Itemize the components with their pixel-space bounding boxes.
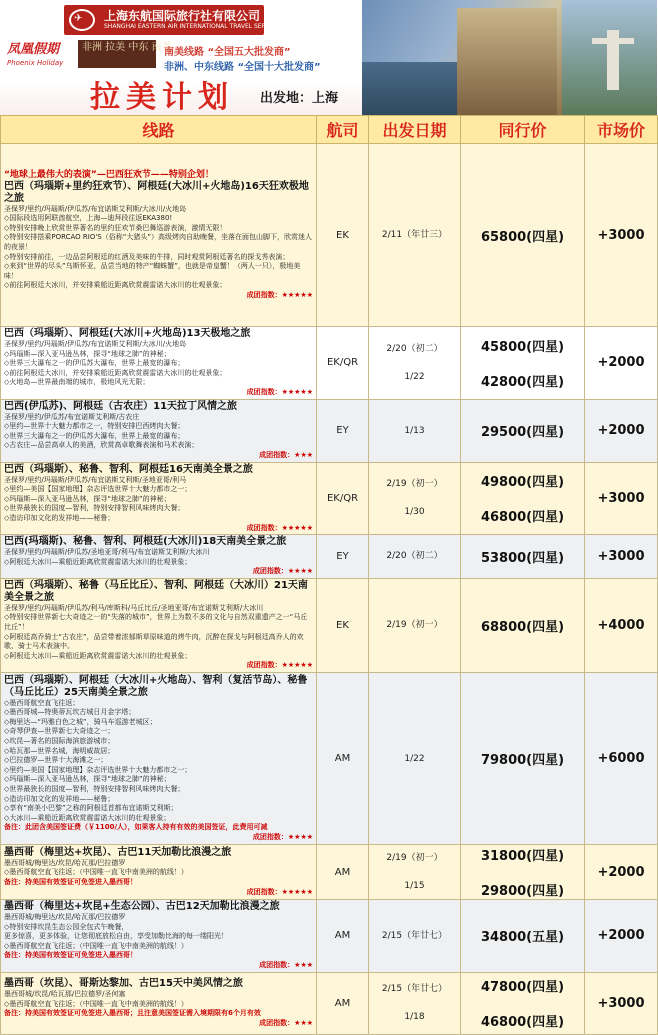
route-cell bbox=[1, 578, 317, 672]
photo-pyramid bbox=[457, 8, 557, 115]
route-title: 巴西（玛瑙斯）、阿根廷（大冰川+火地岛）、智利（复活节岛）、秘鲁（马丘比丘）25天南美全景之旅 bbox=[4, 674, 308, 698]
trade-price: 79800(四星) bbox=[480, 753, 565, 769]
departure-date: 1/15 bbox=[404, 881, 425, 892]
departure-date: 1/22 bbox=[404, 753, 425, 764]
table-row bbox=[1, 845, 658, 900]
market-price: +3000 bbox=[585, 535, 658, 579]
route-detail: ◇前往阿根廷大冰川，并安排乘船近距离欣赏震雷诺大冰川的壮观景象； bbox=[4, 368, 227, 377]
route-detail: ◇阿根廷高乔骑士“古农庄”，品尝带着浓郁斯草原味道的烤牛肉，沉醉在探戈与阿根廷高乔人的欢歌、骑士马术表演中。 bbox=[4, 632, 304, 651]
brand-logo bbox=[7, 38, 73, 70]
route-detail: ◇造访印加文化的发祥地——秘鲁； bbox=[4, 513, 115, 522]
route-note: 备注：持美国有效签证可免签进入墨西哥！ bbox=[4, 951, 137, 960]
company-name-en: SHANGHAI EASTERN AIR INTERNATIONAL TRAVEL SERVICE CO.,LTD bbox=[104, 23, 305, 30]
date-cell bbox=[369, 578, 461, 672]
route-title: 墨西哥（坎昆）、哥斯达黎加、古巴15天中美风情之旅 bbox=[4, 977, 243, 989]
departure-date: 2/11（年廿三） bbox=[381, 230, 448, 240]
route-title: 巴西（玛瑙斯）、秘鲁、智利、阿根廷16天南美全景之旅 bbox=[4, 463, 253, 475]
trade-price: 53800(四星) bbox=[480, 550, 565, 566]
route-detail: 墨西哥城/梅里达/坎昆/哈瓦那/巴拉德罗 bbox=[4, 913, 126, 922]
market-price: +2000 bbox=[585, 327, 658, 400]
table-row bbox=[1, 900, 658, 973]
route-detail: ◇世界最狭长的国度—智利，特别安排智利风味烤肉大餐； bbox=[4, 504, 185, 513]
date-cell bbox=[369, 972, 461, 1034]
departure-city: 出发地：上海 bbox=[260, 91, 339, 106]
tag-africa-middle-east: 非洲、中东线路 “全国十大批发商” bbox=[164, 62, 321, 73]
route-detail: ◇特别安排晚上欣赏世界著名的里约狂欢节桑巴舞巡游表演，激情无限！ bbox=[4, 223, 227, 232]
table-row bbox=[1, 578, 658, 672]
price-cell bbox=[461, 144, 585, 327]
price-cell bbox=[461, 578, 585, 672]
route-detail: 圣保罗/里约/伊瓜苏/布宜诺斯艾利斯/古农庄 bbox=[4, 412, 140, 421]
airline-cell: EK/QR bbox=[317, 327, 369, 400]
price-cell bbox=[461, 972, 585, 1034]
rating: 成团指数：★★★★★ bbox=[246, 523, 313, 532]
route-detail: ◇世界三大瀑布之一的伊瓜苏大瀑布，世界上最宽的瀑布； bbox=[4, 431, 185, 440]
route-title: 巴西(伊瓜苏)、阿根廷（古农庄）11天拉丁风情之旅 bbox=[4, 400, 238, 412]
route-note: 备注：持美国有效签证可免签进入墨西哥；且注意美国签证需入境期限有6个月有效 bbox=[4, 1009, 261, 1018]
trade-price: 46800(四星) bbox=[480, 1015, 565, 1031]
table-row bbox=[1, 972, 658, 1034]
route-detail: 更多惊喜，更多体验，让您彻底放松自由，享受加勒比海的每一缕阳光！ bbox=[4, 932, 228, 941]
airline-cell: AM bbox=[317, 845, 369, 900]
date-cell bbox=[369, 144, 461, 327]
trade-price: 31800(四星) bbox=[480, 849, 565, 865]
route-cell bbox=[1, 535, 317, 579]
company-logo-icon: ✈ bbox=[69, 9, 95, 31]
route-detail: ◇特别安排搭乘PORCAO RIO'S（俗称“大猪头”）高级烤肉自助晚餐，坐落在面包山脚下，欣赏迷人的夜景！ bbox=[4, 233, 312, 251]
route-detail: ◇特别安排世界新七大奇迹之一的“失落的城市”，世界上为数不多的文化与自然双重遗产之一“马丘比丘”！ bbox=[4, 613, 308, 632]
route-cell bbox=[1, 144, 317, 327]
departure-date: 1/22 bbox=[404, 371, 425, 382]
route-detail: 墨西哥城/坎昆/哈瓦那/巴拉德罗/圣何塞 bbox=[4, 989, 126, 998]
table-row bbox=[1, 673, 658, 845]
departure-date: 2/20（初二） bbox=[386, 551, 443, 562]
route-cell bbox=[1, 900, 317, 973]
market-price: +3000 bbox=[585, 972, 658, 1034]
route-detail: ◇世界最狭长的国度—智利，特别安排智利风味烤肉大餐； bbox=[4, 784, 185, 793]
destination-photos bbox=[362, 0, 657, 115]
route-detail: ◇墨西哥航空直飞往返； bbox=[4, 698, 80, 707]
route-detail: ◇巴拉德罗—世界十大海滩之一； bbox=[4, 756, 108, 765]
route-title: 墨西哥（梅里达+坎昆+生态公园）、古巴12天加勒比浪漫之旅 bbox=[4, 901, 280, 913]
page-title: 拉美计划 bbox=[90, 80, 234, 115]
route-title: 巴西（玛瑙斯+里约狂欢节）、阿根廷(大冰川+火地岛)16天狂欢极地之旅 bbox=[4, 180, 309, 204]
departure-date: 2/15（年廿七） bbox=[381, 984, 448, 995]
route-detail: ◇阿根廷大冰川—乘船近距离欣赏震雷诺大冰川的壮观景象； bbox=[4, 557, 192, 566]
route-detail: ◇特别安排坎昆生态公园全包式午晚餐， bbox=[4, 922, 129, 931]
table-row bbox=[1, 327, 658, 400]
route-detail: ◇墨西哥城—特奥蒂瓦坎古城日月金字塔； bbox=[4, 708, 136, 717]
rating: 成团指数：★★★ bbox=[259, 961, 313, 969]
date-cell bbox=[369, 673, 461, 845]
special-banner: “地球上最伟大的表演”—巴西狂欢节——特别企划！ bbox=[4, 169, 214, 180]
photo-waterfront bbox=[362, 62, 472, 115]
airline-cell: EY bbox=[317, 399, 369, 462]
market-price: +2000 bbox=[585, 399, 658, 462]
route-detail: 圣保罗/里约/玛瑙斯/伊瓜苏/圣地亚哥/利马/布宜诺斯艾利斯/大冰川 bbox=[4, 548, 210, 557]
tour-table bbox=[0, 115, 658, 1035]
route-cell bbox=[1, 845, 317, 900]
trade-price: 34800(五星) bbox=[480, 930, 565, 946]
rating: 成团指数：★★★★★ bbox=[246, 661, 313, 670]
statue-arms-icon bbox=[592, 38, 634, 44]
date-cell bbox=[369, 900, 461, 973]
date-cell bbox=[369, 462, 461, 535]
col-date: 出发日期 bbox=[369, 116, 461, 144]
brand-name: 凤凰假期 bbox=[7, 42, 60, 57]
company-name: 上海东航国际旅行社有限公司 bbox=[104, 9, 261, 23]
table-row bbox=[1, 535, 658, 579]
market-price: +2000 bbox=[585, 845, 658, 900]
route-detail: ◇古农庄—品尝高卓人的美酒，欣赏高卓歌舞表演和马术表演； bbox=[4, 441, 199, 450]
route-detail: ◇玛瑙斯—深入亚马逊丛林，探寻“地球之肺”的神秘； bbox=[4, 775, 171, 784]
airline-cell: EK bbox=[317, 144, 369, 327]
route-cell bbox=[1, 462, 317, 535]
route-detail: 圣保罗/里约/玛瑙斯/伊瓜苏/利马/库斯科/马丘比丘/圣地亚哥/布宜诺斯艾利斯/大冰川 bbox=[4, 603, 264, 612]
table-header-row bbox=[1, 116, 658, 144]
route-detail: ◇梅里达—“玛雅白色之城”，骑马车巡游老城区； bbox=[4, 717, 157, 726]
table-row bbox=[1, 144, 658, 327]
departure-date: 1/30 bbox=[404, 507, 425, 518]
route-detail: ◇墨西哥航空直飞往返；（中国唯一直飞中南美洲的航线！） bbox=[4, 868, 188, 877]
route-note: 备注：持美国有效签证可免签进入墨西哥！ bbox=[4, 878, 137, 887]
route-detail: ◇里约—美国【国家地理】杂志评选世界十大魅力都市之一； bbox=[4, 765, 192, 774]
route-title: 巴西(玛瑙斯)、秘鲁、智利、阿根廷(大冰川)18天南美全景之旅 bbox=[4, 536, 287, 548]
price-cell bbox=[461, 535, 585, 579]
route-detail: 圣保罗/里约/玛瑙斯/伊瓜苏/布宜诺斯艾利斯/大冰川/火地岛 bbox=[4, 340, 187, 348]
airline-cell: EK bbox=[317, 578, 369, 672]
route-detail: ◇享有“南美小巴黎”之称的阿根廷首都布宜诺斯艾利斯； bbox=[4, 804, 178, 813]
route-cell bbox=[1, 673, 317, 845]
airline-cell: AM bbox=[317, 900, 369, 973]
route-detail: ◇玛瑙斯—深入亚马逊丛林，探寻“地球之肺”的神秘； bbox=[4, 349, 171, 358]
company-badge bbox=[64, 5, 305, 35]
airline-cell: AM bbox=[317, 972, 369, 1034]
trade-price: 45800(四星) bbox=[480, 339, 565, 355]
trade-price: 47800(四星) bbox=[480, 980, 565, 996]
route-detail: ◇坎昆—著名的国际海滨旅游城市； bbox=[4, 736, 115, 745]
col-airline: 航司 bbox=[317, 116, 369, 144]
route-detail: ◇大冰川—乘船近距离欣赏震雷诺大冰川的壮观景象； bbox=[4, 813, 171, 822]
table-row bbox=[1, 462, 658, 535]
price-cell bbox=[461, 462, 585, 535]
table-row bbox=[1, 399, 658, 462]
price-cell bbox=[461, 327, 585, 400]
route-cell bbox=[1, 972, 317, 1034]
route-title: 巴西（玛瑙斯）、阿根廷(大冰川+火地岛)13天极地之旅 bbox=[4, 328, 251, 339]
departure-date: 2/19（初一） bbox=[386, 620, 443, 631]
route-detail: ◇国际段选用阿联酋航空，上海—迪拜段往返EKA380! bbox=[4, 214, 173, 223]
rating: 成团指数：★★★★ bbox=[252, 832, 313, 841]
route-detail: ◇哈瓦那—世界名城，海明威故居； bbox=[4, 746, 115, 755]
departure-date: 1/13 bbox=[404, 425, 425, 436]
route-detail: ◇特别安排前往，一边品尝阿根廷的红酒及美味的牛排，同时观赏阿根廷著名的探戈秀表演； bbox=[4, 252, 290, 261]
route-detail: ◇奇琴伊查—世界新七大奇迹之一； bbox=[4, 727, 115, 736]
departure-date: 2/19（初一） bbox=[386, 479, 443, 490]
airline-cell: EY bbox=[317, 535, 369, 579]
price-cell bbox=[461, 845, 585, 900]
date-cell bbox=[369, 845, 461, 900]
rating: 成团指数：★★★★★ bbox=[246, 290, 313, 299]
route-detail: ◇墨西哥航空直飞往返；（中国唯一直飞中南美洲的航线！） bbox=[4, 999, 188, 1008]
route-detail: ◇阿根廷大冰川—乘船近距离欣赏震雷诺大冰川的壮观景象； bbox=[4, 651, 192, 660]
route-note: 备注：此团含美国签证费（￥1100/人），如果客人持有有效的美国签证，此费用可减 bbox=[4, 823, 268, 832]
trade-price: 68800(四星) bbox=[480, 619, 565, 635]
region-slogan: 非洲 拉美 中东 南美 bbox=[78, 40, 156, 68]
airline-cell: AM bbox=[317, 673, 369, 845]
rating: 成团指数：★★★★ bbox=[252, 567, 313, 576]
departure-date: 2/19（初一） bbox=[386, 853, 443, 864]
departure-date: 1/18 bbox=[404, 1012, 425, 1023]
trade-price: 46800(四星) bbox=[480, 510, 565, 526]
rating: 成团指数：★★★★★ bbox=[246, 887, 313, 896]
route-title: 墨西哥（梅里达+坎昆）、古巴11天加勒比浪漫之旅 bbox=[4, 846, 232, 858]
market-price: +4000 bbox=[585, 578, 658, 672]
departure-date: 2/20（初二） bbox=[386, 343, 443, 354]
price-cell bbox=[461, 673, 585, 845]
route-detail: 墨西哥城/梅里达/坎昆/哈瓦那/巴拉德罗 bbox=[4, 858, 126, 867]
trade-price: 29800(四星) bbox=[480, 884, 565, 900]
col-route: 线路 bbox=[1, 116, 317, 144]
trade-price: 49800(四星) bbox=[480, 475, 565, 491]
route-title: 巴西（玛瑙斯）、秘鲁（马丘比丘）、智利、阿根廷（大冰川）21天南美全景之旅 bbox=[4, 579, 308, 603]
brand-name-en: Phoenix Holiday bbox=[7, 59, 64, 67]
route-cell bbox=[1, 327, 317, 400]
route-cell bbox=[1, 399, 317, 462]
price-cell bbox=[461, 399, 585, 462]
rating: 成团指数：★★★ bbox=[259, 1018, 313, 1027]
col-market-price: 市场价 bbox=[585, 116, 658, 144]
route-detail: 圣保罗/里约/玛瑙斯/伊瓜苏/布宜诺斯艾利斯/圣地亚哥/利马 bbox=[4, 475, 187, 484]
route-detail: ◇火地岛—世界最南端的城市，极地风光无限； bbox=[4, 378, 150, 387]
date-cell bbox=[369, 327, 461, 400]
price-cell bbox=[461, 900, 585, 973]
route-detail: ◇造访印加文化的发祥地——秘鲁； bbox=[4, 794, 115, 803]
trade-price: 29500(四星) bbox=[480, 425, 565, 441]
header-banner bbox=[0, 0, 657, 115]
route-detail: ◇墨西哥航空直飞往返；（中国唯一直飞中南美洲的航线！） bbox=[4, 941, 188, 950]
route-detail: ◇玛瑙斯—深入亚马逊丛林，探寻“地球之肺”的神秘； bbox=[4, 494, 171, 503]
date-cell bbox=[369, 399, 461, 462]
market-price: +3000 bbox=[585, 144, 658, 327]
departure-date: 2/15（年廿七） bbox=[381, 930, 448, 941]
trade-price: 42800(四星) bbox=[480, 374, 565, 390]
trade-price: 65800(四星) bbox=[480, 229, 565, 245]
date-cell bbox=[369, 535, 461, 579]
route-detail: ◇前往阿根廷大冰川，并安排乘船近距离欣赏震雷诺大冰川的壮观景象； bbox=[4, 281, 227, 290]
col-trade-price: 同行价 bbox=[461, 116, 585, 144]
tag-south-america: 南美线路 “全国五大批发商” bbox=[164, 47, 291, 58]
route-detail: ◇里约—世界十大魅力都市之一，特别安排巴西烤肉大餐； bbox=[4, 422, 185, 431]
route-detail: ◇世界三大瀑布之一的伊瓜苏大瀑布，世界上最宽的瀑布； bbox=[4, 359, 185, 368]
rating: 成团指数：★★★ bbox=[259, 450, 313, 459]
route-detail: 圣保罗/里约/玛瑙斯/伊瓜苏/布宜诺斯艾利斯/大冰川/火地岛 bbox=[4, 204, 187, 213]
route-detail: ◇来到“世界的尽头”乌斯怀亚，品尝当地的特产“蜘蛛蟹”，也就是帝皇蟹！（两人一只），极地美味！ bbox=[4, 262, 301, 280]
market-price: +3000 bbox=[585, 462, 658, 535]
market-price: +6000 bbox=[585, 673, 658, 845]
airline-cell: EK/QR bbox=[317, 462, 369, 535]
rating: 成团指数：★★★★★ bbox=[246, 387, 313, 396]
route-detail: ◇里约—美国【国家地理】杂志评选世界十大魅力都市之一； bbox=[4, 485, 192, 494]
market-price: +2000 bbox=[585, 900, 658, 973]
